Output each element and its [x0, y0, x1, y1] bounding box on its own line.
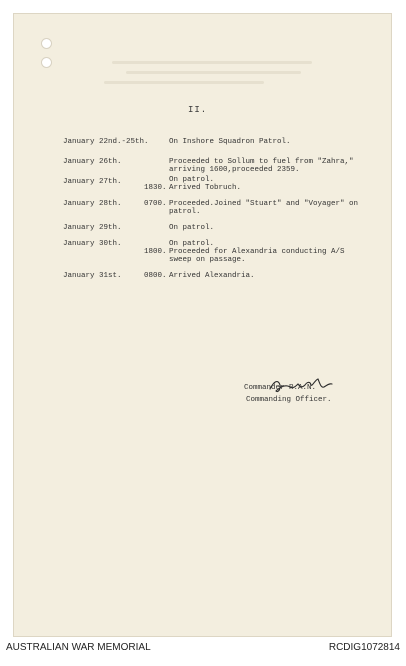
- show-through-text: [112, 61, 312, 64]
- entry-date: January 28th.: [63, 200, 122, 208]
- entry-text: On patrol.: [169, 240, 215, 248]
- institution-label: AUSTRALIAN WAR MEMORIAL: [6, 642, 151, 653]
- entry-text: sweep on passage.: [169, 256, 246, 264]
- entry-date: January 29th.: [63, 224, 122, 232]
- signature-name: Commander R.A.N.: [244, 384, 317, 392]
- punch-hole: [41, 57, 52, 68]
- entry-text: Arrived Tobruch.: [169, 184, 242, 192]
- entry-text: arriving 1600,proceeded 2359.: [169, 166, 300, 174]
- entry-date: January 26th.: [63, 158, 122, 166]
- entry-text: Proceeded to Sollum to fuel from "Zahra,": [169, 158, 354, 166]
- entry-text: patrol.: [169, 208, 201, 216]
- entry-time: 0800.: [144, 272, 167, 280]
- entry-text: On Inshore Squadron Patrol.: [169, 138, 291, 146]
- entry-date: January 30th.: [63, 240, 122, 248]
- entry-date: January 27th.: [63, 178, 122, 186]
- page-number: II.: [188, 105, 208, 115]
- entry-text: Proceeded.Joined "Stuart" and "Voyager" on: [169, 200, 359, 208]
- entry-text: On patrol.: [169, 176, 215, 184]
- entry-text: Proceeded for Alexandria conducting A/S: [169, 248, 345, 256]
- punch-hole: [41, 38, 52, 49]
- entry-date: January 22nd.-25th.: [63, 138, 149, 146]
- entry-date: January 31st.: [63, 272, 122, 280]
- entry-time: 0700.: [144, 200, 167, 208]
- entry-text: On patrol.: [169, 224, 215, 232]
- reference-label: RCDIG1072814: [328, 642, 400, 653]
- signature-title: Commanding Officer.: [246, 396, 332, 404]
- document-page: [13, 13, 392, 637]
- show-through-text: [104, 81, 264, 84]
- entry-time: 1830.: [144, 184, 167, 192]
- entry-text: Arrived Alexandria.: [169, 272, 255, 280]
- entry-time: 1800.: [144, 248, 167, 256]
- show-through-text: [126, 71, 301, 74]
